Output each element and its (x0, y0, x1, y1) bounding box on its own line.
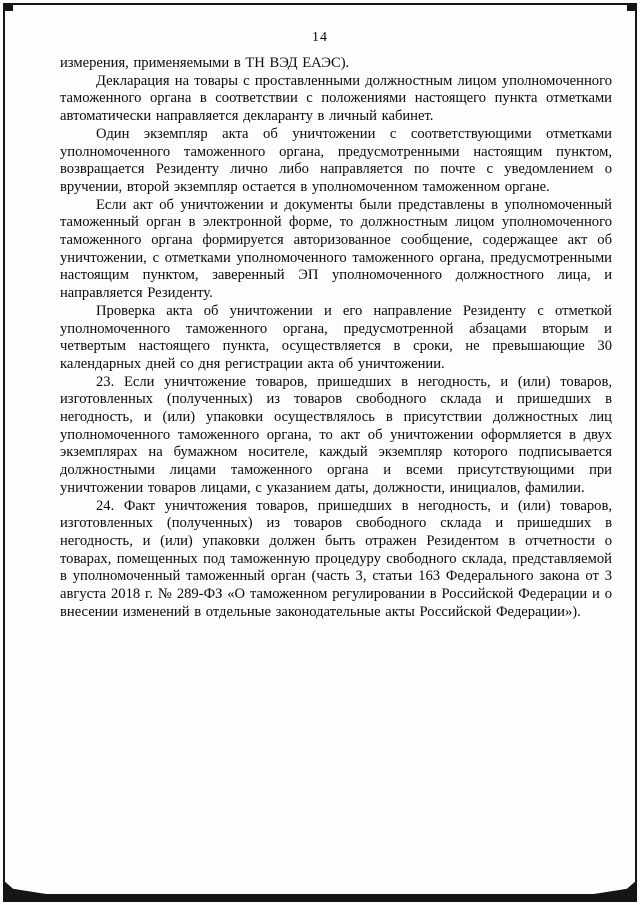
paragraph: Если акт об уничтожении и документы были представлены в уполномоченный таможенный орган в электронной форме, то должностным лицом уполномоченного таможенного органа формируется авторизованное сообщение, содержащее акт об уничтожении, с отметками уполномоченного таможенного органа, предусмотренными настоящим пунктом, заверенный ЭП уполномоченного должностного лица, и направляется Резиденту. (60, 196, 612, 302)
paragraph-item-24: 24. Факт уничтожения товаров, пришедших в негодность, и (или) товаров, изготовленных (полученных) из товаров свободного склада и пришедших в негодность, и (или) упаковки должен быть отражен Резидентом в отчетности о товарах, помещенных под таможенную процедуру свободного склада, представляемой в уполномоченный таможенный орган (часть 3, статьи 163 Федерального закона от 3 августа 2018 г. № 289-ФЗ «О таможенном регулировании в Российской Федерации и о внесении изменений в отдельные законодательные акты Российской Федерации»). (60, 497, 612, 620)
paragraph: Один экземпляр акта об уничтожении с соответствующими отметками уполномоченного таможенного органа, предусмотренными настоящим пунктом, возвращается Резиденту лично либо направляется по почте с уведомлением о вручении, второй экземпляр остается в уполномоченном таможенном органе. (60, 125, 612, 195)
paragraph: Проверка акта об уничтожении и его направление Резиденту с отметкой уполномоченного таможенного органа, предусмотренной абзацами вторым и четвертым настоящего пункта, осуществляется в сроки, не превышающие 30 календарных дней со дня регистрации акта об уничтожении. (60, 302, 612, 372)
page-content (60, 55, 612, 622)
scan-artifact-bottom-band (3, 894, 637, 902)
page-number: 14 (312, 30, 328, 45)
paragraph-item-23: 23. Если уничтожение товаров, пришедших в негодность, и (или) товаров, изготовленных (полученных) из товаров свободного склада и пришедших в негодность, и (или) упаковки осуществлялось в присутствии должностных лиц уполномоченного таможенного органа, то акт об уничтожении оформляется в двух экземплярах на бумажном носителе, каждый экземпляр которого подписывается должностными лицами таможенного органа и всеми присутствующими при уничтожении товаров лицами, с указанием даты, должности, инициалов, фамилии. (60, 373, 612, 496)
paragraph-continuation: измерения, применяемыми в ТН ВЭД ЕАЭС). (60, 55, 350, 71)
scan-artifact-top-left (3, 3, 13, 11)
paragraph: Декларация на товары с проставленными должностным лицом уполномоченного таможенного органа в соответствии с положениями настоящего пункта отметками автоматически направляется декларанту в личный кабинет. (60, 72, 612, 125)
scan-artifact-top-right (627, 3, 637, 11)
